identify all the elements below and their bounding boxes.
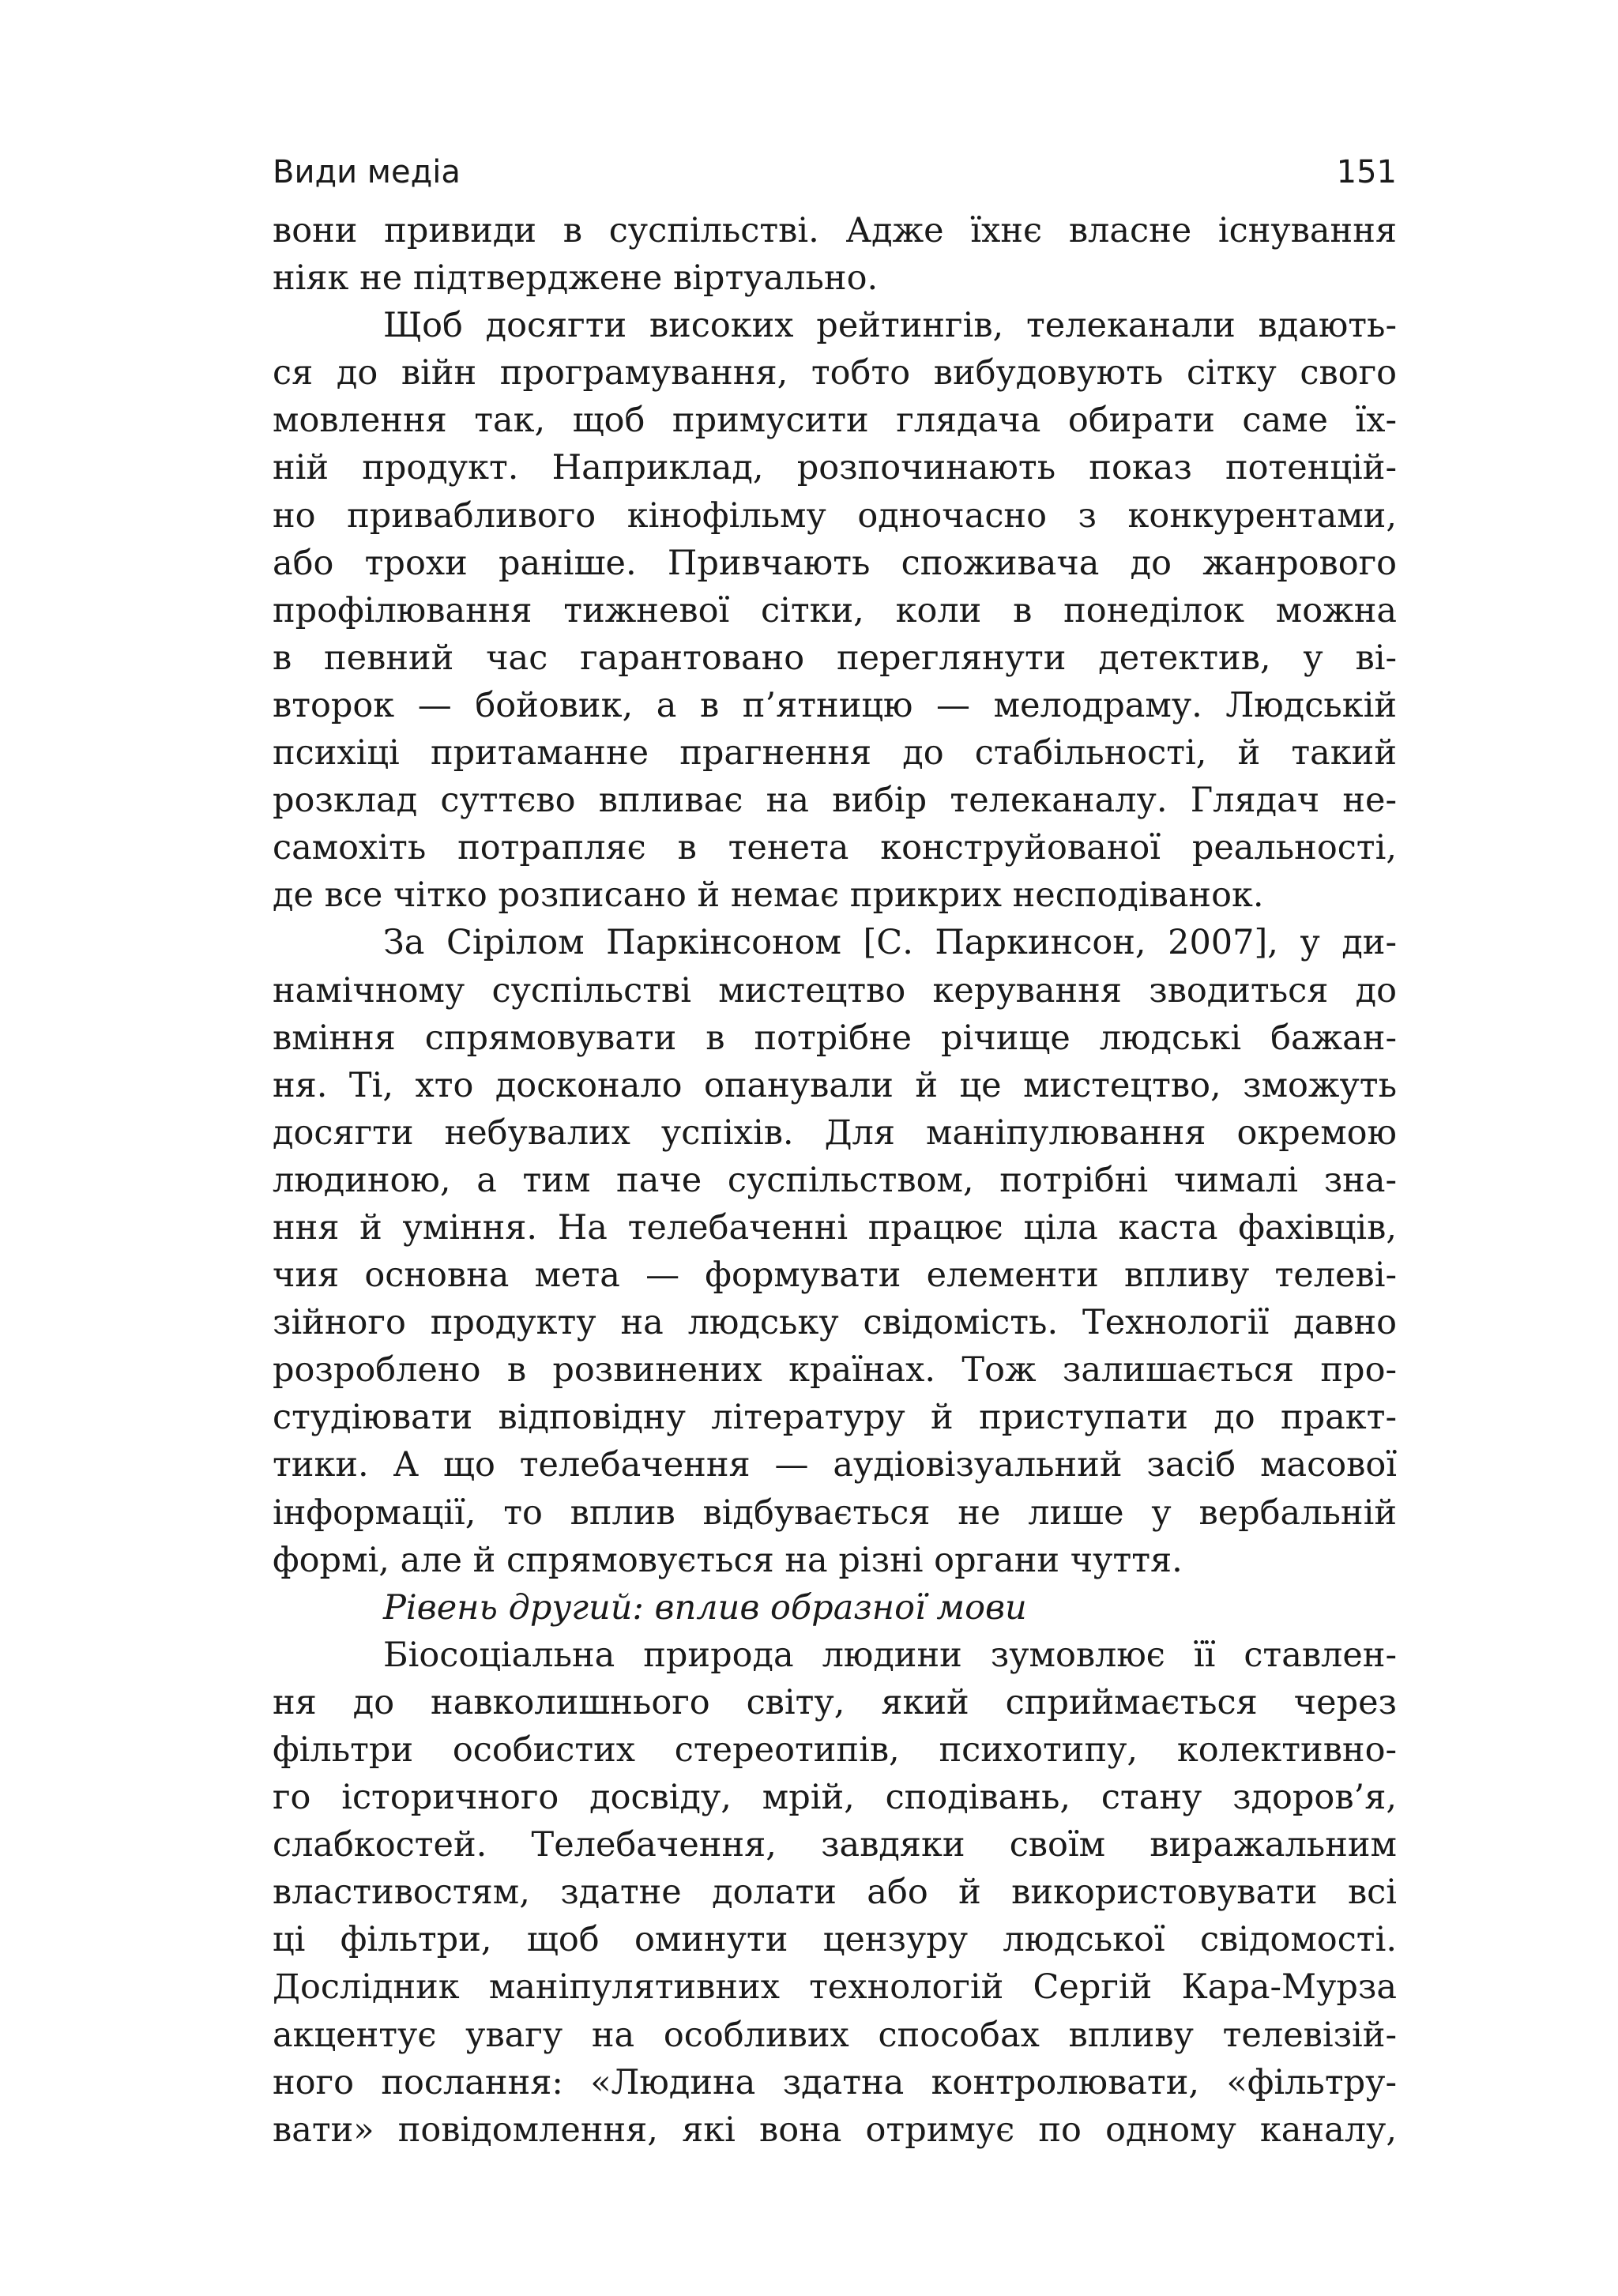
section-subheading: Рівень другий: вплив образної мови: [383, 1587, 1027, 1628]
text-line: За Сірілом Паркінсоном [С. Паркинсон, 2007], у ди-: [383, 923, 1397, 963]
text-line: зійного продукту на людську свідомість. Технології давно: [273, 1303, 1397, 1343]
text-line: або трохи раніше. Привчають споживача до жанрового: [273, 543, 1397, 583]
text-line: слабкостей. Телебачення, завдяки своїм виражальним: [273, 1825, 1397, 1865]
text-line: самохіть потрапляє в тенета конструйованої реальності,: [273, 828, 1397, 868]
text-line: профілювання тижневої сітки, коли в понеділок можна: [273, 590, 1397, 630]
text-line: второк — бойовик, а в п’ятницю — мелодраму. Людській: [273, 685, 1397, 725]
text-line: ня. Ті, хто досконало опанували й це мистецтво, зможуть: [273, 1065, 1397, 1105]
text-line: вати» повідомлення, які вона отримує по одному каналу,: [273, 2110, 1397, 2150]
body-text: [273, 207, 1397, 2154]
text-line: го історичного досвіду, мрій, сподівань, стану здоров’я,: [273, 1778, 1397, 1818]
text-line: розклад суттєво впливає на вибір телеканалу. Глядач не-: [273, 781, 1397, 821]
text-line: вміння спрямовувати в потрібне річище людські бажан-: [273, 1018, 1397, 1058]
text-line: досягти небувалих успіхів. Для маніпулювання окремою: [273, 1112, 1397, 1153]
text-line: но привабливого кінофільму одночасно з конкурентами,: [273, 495, 1397, 536]
text-line: ся до війн програмування, тобто вибудовують сітку свого: [273, 353, 1397, 393]
text-line: де все чітко розписано й немає прикрих несподіванок.: [273, 875, 1264, 916]
text-line: ній продукт. Наприклад, розпочинають показ потенцій-: [273, 448, 1397, 488]
text-line: Біосоціальна природа людини зумовлює її ставлен-: [383, 1635, 1397, 1675]
text-line: ня до навколишнього світу, який сприймається через: [273, 1682, 1397, 1722]
text-line: Дослідник маніпулятивних технологій Сергій Кара-Мурза: [273, 1967, 1397, 2008]
text-line: властивостям, здатне долати або й використовувати всі: [273, 1873, 1397, 1913]
running-head-title: Види медіа: [273, 154, 461, 190]
text-line: чия основна мета — формувати елементи впливу телеві-: [273, 1255, 1397, 1296]
text-line: ння й уміння. На телебаченні працює ціла каста фахівців,: [273, 1207, 1397, 1248]
text-line: психіці притаманне прагнення до стабільності, й такий: [273, 733, 1397, 773]
text-line: акцентує увагу на особливих способах впливу телевізій-: [273, 2015, 1397, 2055]
text-line: формі, але й спрямовується на різні органи чуття.: [273, 1540, 1183, 1580]
running-head: [273, 149, 1397, 196]
text-line: розроблено в розвинених країнах. Тож залишається про-: [273, 1350, 1397, 1391]
text-line: ніяк не підтверджене віртуально.: [273, 258, 879, 299]
text-line: Щоб досягти високих рейтингів, телеканали вдають-: [383, 306, 1397, 346]
text-line: фільтри особистих стереотипів, психотипу, колективно-: [273, 1730, 1397, 1770]
text-line: інформації, то вплив відбувається не лише у вербальній: [273, 1492, 1397, 1533]
text-line: намічному суспільстві мистецтво керування зводиться до: [273, 970, 1397, 1011]
text-line: ці фільтри, щоб оминути цензуру людської свідомості.: [273, 1920, 1397, 1960]
text-line: ного послання: «Людина здатна контролювати, «фільтру-: [273, 2062, 1397, 2102]
text-line: вони привиди в суспільстві. Адже їхнє власне існування: [273, 211, 1397, 250]
text-line: студіювати відповідну літературу й приступати до практ-: [273, 1398, 1397, 1438]
text-line: тики. А що телебачення — аудіовізуальний засіб масової: [273, 1445, 1397, 1485]
text-line: мовлення так, щоб примусити глядача обирати саме їх-: [273, 401, 1397, 441]
text-line: в певний час гарантовано переглянути детектив, у ві-: [273, 638, 1397, 678]
text-line: людиною, а тим паче суспільством, потрібні чималі зна-: [273, 1160, 1397, 1200]
page-number: 151: [1336, 154, 1397, 190]
